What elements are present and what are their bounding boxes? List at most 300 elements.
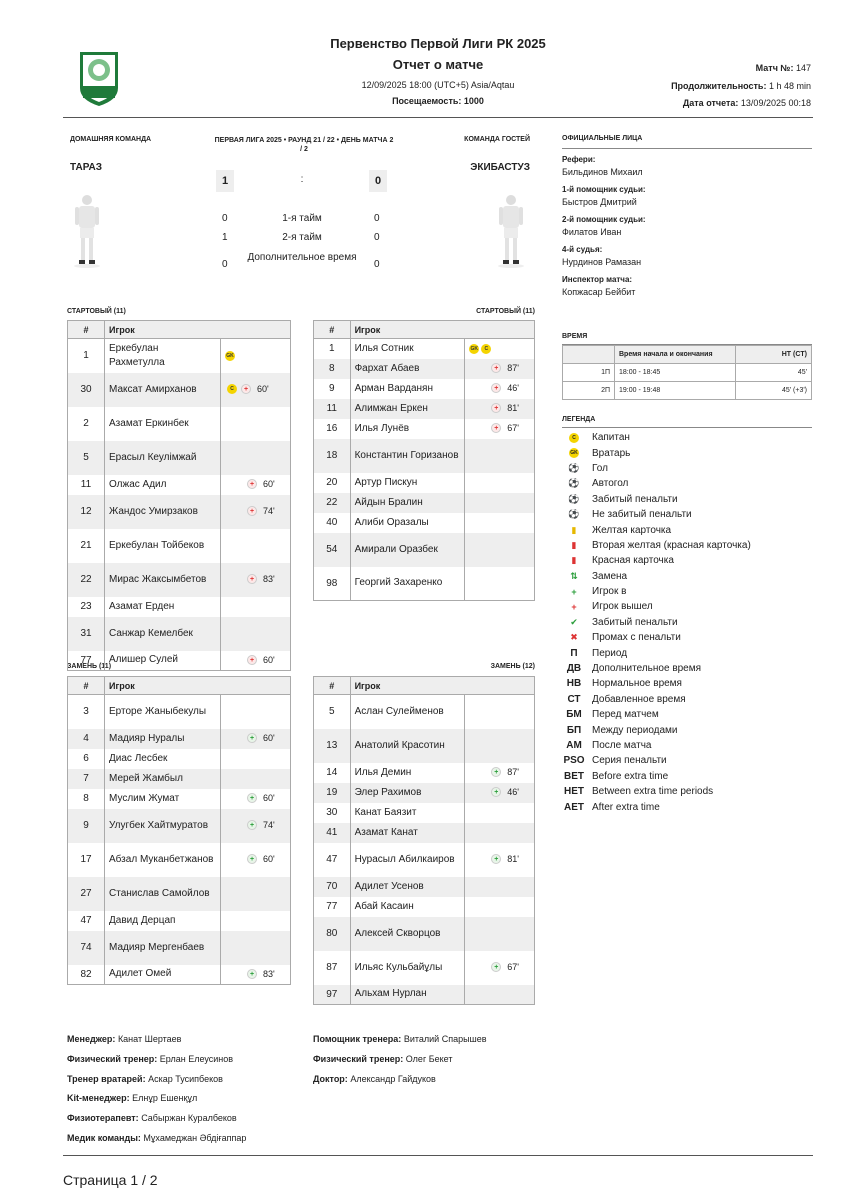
substitution-minute: 74' (263, 506, 275, 517)
player-in-icon: + (491, 962, 501, 972)
official-role: Инспектор матча: (562, 275, 633, 284)
player-name: Илья Демин (350, 763, 465, 783)
player-events (221, 407, 291, 441)
player-out-icon: + (247, 479, 257, 489)
player-events (221, 597, 291, 617)
legend-item (564, 538, 814, 553)
player-name: Давид Дерцап (105, 911, 221, 931)
player-name: Айдын Бралин (350, 493, 465, 513)
substitution-minute: 83' (263, 574, 275, 585)
table-row (68, 441, 291, 475)
substitution-minute: 60' (263, 733, 275, 744)
player-events (465, 379, 535, 399)
player-number: 18 (314, 439, 351, 473)
staff-member (67, 1054, 307, 1074)
legend-list (564, 430, 814, 815)
table-row (314, 783, 535, 803)
away-subs-table (313, 676, 535, 1005)
player-name: Адилет Омей (105, 965, 221, 985)
player-name: Анатолий Красотин (350, 729, 465, 763)
home-subs-label: ЗАМЕНЬ (11) (67, 663, 112, 670)
table-row (68, 809, 291, 843)
player-name: Нурасыл Абилкаиров (350, 843, 465, 877)
player-name: Санжар Кемелбек (105, 617, 221, 651)
table-row (68, 769, 291, 789)
player-name: Артур Пискун (350, 473, 465, 493)
official-role: 1-й помощник судьи: (562, 185, 646, 194)
player-number: 6 (68, 749, 105, 769)
player-events (465, 513, 535, 533)
legend-item (564, 599, 814, 614)
home-starting-table (67, 320, 291, 671)
player-events (465, 763, 535, 783)
table-row (314, 951, 535, 985)
player-events (221, 495, 291, 529)
match-duration: Продолжительность: 1 h 48 min (671, 81, 811, 91)
substitution-minute: 74' (263, 820, 275, 831)
legend-text-icon: HET (564, 786, 584, 798)
player-name: Илья Сотник (350, 339, 465, 359)
player-in-icon: + (491, 767, 501, 777)
league-logo (74, 48, 124, 108)
away-starting-label: СТАРТОВЫЙ (11) (476, 308, 535, 315)
player-name: Алиби Оразалы (350, 513, 465, 533)
player-events (221, 789, 291, 809)
player-events (465, 843, 535, 877)
header-divider (63, 117, 813, 118)
score-separator: : (300, 174, 304, 185)
legend-item (564, 738, 814, 753)
table-row (68, 475, 291, 495)
legend-item (564, 630, 814, 645)
legend-item (564, 522, 814, 537)
period-row-extra: 0 Дополнительное время 0 (222, 252, 380, 270)
page-subtitle: Отчет о матче (392, 57, 484, 72)
player-number: 13 (314, 729, 351, 763)
col-number-header: # (314, 677, 351, 695)
player-name: Мирас Жаксымбетов (105, 563, 221, 597)
legend-label: Капитан (592, 432, 630, 444)
player-number: 1 (314, 339, 351, 359)
table-row (68, 843, 291, 877)
legend-divider (562, 427, 812, 428)
player-number: 70 (314, 877, 351, 897)
table-row (68, 789, 291, 809)
legend-own-goal-icon: ⚽ (568, 478, 580, 489)
period-row-2: 1 2-я тайм 0 (222, 232, 380, 243)
away-staff (313, 1034, 553, 1093)
player-events (221, 339, 291, 373)
legend-label: Между периодами (592, 724, 678, 736)
player-events (221, 529, 291, 563)
substitution-minute: 46' (507, 787, 520, 798)
staff-name: Мұхамеджан Әбдіғаппар (143, 1132, 247, 1143)
player-name: Адилет Усенов (350, 877, 465, 897)
table-row (314, 567, 535, 601)
substitution-minute: 81' (507, 854, 520, 865)
col-number-header: # (68, 321, 105, 339)
col-player-header: Игрок (105, 677, 291, 695)
legend-goal-icon: ⚽ (568, 462, 580, 473)
legend-pen-missed-icon: ⚽ (568, 509, 580, 520)
legend-item (564, 661, 814, 676)
table-row (68, 495, 291, 529)
player-name: Амирали Оразбек (350, 533, 465, 567)
player-events (465, 473, 535, 493)
player-number: 9 (314, 379, 351, 399)
table-row (314, 803, 535, 823)
player-number: 21 (68, 529, 105, 563)
table-row (314, 493, 535, 513)
player-events (465, 877, 535, 897)
legend-label: Before extra time (592, 770, 669, 782)
legend-label: Красная карточка (592, 555, 674, 567)
player-events (465, 951, 535, 985)
table-row (68, 529, 291, 563)
legend-label: Забитый пенальти (592, 616, 678, 628)
table-row (314, 513, 535, 533)
col-number-header: # (314, 321, 351, 339)
table-row (314, 877, 535, 897)
home-staff (67, 1034, 307, 1153)
table-row (314, 897, 535, 917)
player-in-icon: + (491, 854, 501, 864)
col-player-header: Игрок (350, 677, 534, 695)
officials-list (562, 155, 812, 297)
official-name: Бильдинов Михаил (562, 167, 643, 177)
player-number: 11 (314, 399, 351, 419)
player-name: Ерторе Жаныбекулы (105, 695, 221, 729)
player-number: 14 (314, 763, 351, 783)
legend-label: Перед матчем (592, 709, 659, 721)
page-title: Первенство Первой Лиги РК 2025 (330, 36, 546, 51)
player-name: Еркебулан Тойбеков (105, 529, 221, 563)
player-name: Мадияр Мергенбаев (105, 931, 221, 965)
table-row (68, 749, 291, 769)
table-row (68, 407, 291, 441)
legend-text-icon: ДВ (566, 663, 582, 675)
legend-text-icon: АМ (566, 740, 582, 751)
substitution-minute: 87' (507, 767, 520, 778)
time-table (562, 345, 812, 400)
official-name: Нурдинов Рамазан (562, 257, 642, 267)
staff-name: Сабыржан Куралбеков (141, 1113, 237, 1124)
player-name: Мадияр Нуралы (105, 729, 221, 749)
legend-red-icon: ▮ (571, 555, 577, 566)
player-events (221, 695, 291, 729)
legend-label: Нормальное время (592, 678, 682, 690)
player-name: Еркебулан Рахметулла (105, 339, 221, 373)
player-name: Ерасыл Кеулімжай (105, 441, 221, 475)
legend-label: Период (592, 647, 628, 659)
table-row (68, 911, 291, 931)
staff-member (313, 1054, 553, 1074)
staff-name: Олег Бекет (405, 1053, 453, 1064)
player-in-icon: + (247, 969, 257, 979)
legend-label: Замена (592, 570, 628, 582)
player-name: Азамат Канат (350, 823, 465, 843)
away-starting-table (313, 320, 535, 601)
page-number: Страница 1 / 2 (63, 1172, 158, 1188)
player-name: Абзал Муканбетжанов (105, 843, 221, 877)
player-events (465, 399, 535, 419)
player-number: 97 (314, 985, 351, 1005)
table-row (68, 729, 291, 749)
time-col-start: Время начала и окончания (615, 346, 736, 364)
legend-sub-icon: ⇅ (570, 570, 578, 581)
legend-yellow-icon: ▮ (571, 524, 577, 535)
player-name: Улугбек Хайтмуратов (105, 809, 221, 843)
table-row (314, 843, 535, 877)
legend-item (564, 753, 814, 768)
legend-item (564, 569, 814, 584)
legend-label: Дополнительное время (592, 663, 702, 675)
staff-role: Доктор: (313, 1073, 348, 1084)
player-events (465, 729, 535, 763)
player-name: Георгий Захаренко (350, 567, 465, 601)
player-in-icon: + (247, 854, 257, 864)
legend-label: Серия пенальти (592, 755, 667, 767)
legend-in-icon: + (571, 586, 577, 597)
legend-captain-icon: C (569, 433, 579, 443)
staff-role: Тренер вратарей: (67, 1073, 146, 1084)
player-number: 3 (68, 695, 105, 729)
staff-name: Александр Гайдуков (350, 1073, 436, 1084)
table-row (314, 729, 535, 763)
legend-label: Автогол (592, 478, 629, 490)
match-datetime: 12/09/2025 18:00 (UTC+5) Asia/Aqtau (361, 80, 515, 90)
legend-item (564, 476, 814, 491)
legend-text-icon: СТ (567, 693, 581, 705)
legend-item (564, 707, 814, 722)
player-name: Альхам Нурлан (350, 985, 465, 1005)
player-name: Олжас Адил (105, 475, 221, 495)
legend-text-icon: НВ (566, 678, 582, 690)
table-row (314, 439, 535, 473)
legend-label: Between extra time periods (592, 786, 714, 798)
home-kit-icon (72, 193, 102, 269)
staff-name: Аскар Тусипбеков (148, 1073, 223, 1084)
table-row (314, 533, 535, 567)
legend-item (564, 676, 814, 691)
official-role: 2-й помощник судьи: (562, 215, 646, 224)
player-name: Жандос Умирзаков (105, 495, 221, 529)
player-number: 23 (68, 597, 105, 617)
player-out-icon: + (247, 506, 257, 516)
player-number: 41 (314, 823, 351, 843)
table-row (314, 359, 535, 379)
player-number: 2 (68, 407, 105, 441)
player-name: Алишер Сулей (105, 651, 221, 671)
player-in-icon: + (247, 820, 257, 830)
player-events (221, 475, 291, 495)
legend-item (564, 445, 814, 460)
table-row (314, 695, 535, 729)
report-date: Дата отчета: 13/09/2025 00:18 (682, 98, 811, 108)
table-row (314, 473, 535, 493)
player-name: Муслим Жумат (105, 789, 221, 809)
col-number-header: # (68, 677, 105, 695)
player-name: Аслан Сулейменов (350, 695, 465, 729)
home-score: 1 (216, 170, 234, 192)
player-number: 47 (314, 843, 351, 877)
legend-item (564, 799, 814, 814)
legend-item (564, 492, 814, 507)
player-number: 4 (68, 729, 105, 749)
round-info: ПЕРВАЯ ЛИГА 2025 • РАУНД 21 / 22 • ДЕНЬ МАТЧА 2 / 2 (214, 137, 394, 153)
player-out-icon: + (491, 383, 501, 393)
legend-item (564, 692, 814, 707)
player-number: 54 (314, 533, 351, 567)
staff-name: Виталий Спарышев (403, 1034, 487, 1044)
substitution-minute: 60' (263, 854, 275, 865)
player-number: 20 (314, 473, 351, 493)
legend-text-icon: БП (566, 724, 582, 736)
staff-role: Физический тренер: (313, 1053, 404, 1064)
player-number: 87 (314, 951, 351, 985)
away-subs-label: ЗАМЕНЬ (12) (490, 663, 535, 670)
player-out-icon: + (247, 574, 257, 584)
player-events (221, 729, 291, 749)
time-col-ht: HT (CT) (736, 346, 812, 364)
officials-divider (562, 148, 812, 149)
staff-role: Менеджер: (67, 1034, 116, 1044)
home-subs-table (67, 676, 291, 985)
player-in-icon: + (247, 793, 257, 803)
player-number: 19 (314, 783, 351, 803)
player-number: 5 (68, 441, 105, 475)
player-number: 47 (68, 911, 105, 931)
table-row (314, 985, 535, 1005)
staff-role: Физиотерапевт: (67, 1113, 139, 1124)
player-events (465, 493, 535, 513)
player-events (465, 897, 535, 917)
col-player-header: Игрок (105, 321, 291, 339)
away-team-name: ЭКИБАСТУЗ (470, 162, 530, 173)
player-name: Алимжан Еркен (350, 399, 465, 419)
player-name: Мерей Жамбыл (105, 769, 221, 789)
home-team-name: ТАРАЗ (70, 162, 102, 173)
player-in-icon: + (247, 733, 257, 743)
player-events (465, 783, 535, 803)
player-number: 8 (314, 359, 351, 379)
time-row: 1П 18:00 - 18:45 45' (563, 364, 812, 382)
table-row (68, 563, 291, 597)
player-name: Константин Горизанов (350, 439, 465, 473)
footer-divider (63, 1155, 813, 1156)
legend-title: ЛЕГЕНДА (562, 416, 596, 423)
official-name: Быстров Дмитрий (562, 197, 637, 207)
player-number: 30 (314, 803, 351, 823)
time-title: ВРЕМЯ (562, 333, 588, 340)
substitution-minute: 87' (507, 363, 519, 374)
legend-label: Желтая карточка (592, 524, 672, 536)
table-row (314, 339, 535, 359)
substitution-minute: 81' (507, 403, 519, 414)
player-events (465, 985, 535, 1005)
player-events (221, 843, 291, 877)
staff-member (67, 1074, 307, 1094)
player-number: 40 (314, 513, 351, 533)
legend-label: Добавленное время (592, 693, 686, 705)
col-player-header: Игрок (350, 321, 534, 339)
player-name: Арман Варданян (350, 379, 465, 399)
player-name: Ильяс Кульбайұлы (350, 951, 465, 985)
player-number: 77 (314, 897, 351, 917)
legend-text-icon: AET (564, 801, 584, 813)
legend-item (564, 461, 814, 476)
player-out-icon: + (491, 423, 501, 433)
player-events (465, 803, 535, 823)
officials-title: ОФИЦИАЛЬНЫЕ ЛИЦА (562, 135, 643, 142)
player-name: Азамат Ерден (105, 597, 221, 617)
goalkeeper-icon: GK (470, 345, 478, 352)
player-name: Фархат Абаев (350, 359, 465, 379)
substitution-minute: 60' (257, 384, 269, 395)
legend-item (564, 615, 814, 630)
legend-label: Вратарь (592, 447, 631, 459)
legend-label: Вторая желтая (красная карточка) (592, 539, 751, 551)
player-events (465, 533, 535, 567)
staff-member (313, 1074, 553, 1094)
legend-label: Игрок в (592, 586, 627, 598)
table-row (68, 339, 291, 373)
player-events (221, 749, 291, 769)
player-number: 82 (68, 965, 105, 985)
table-row (68, 617, 291, 651)
player-events (465, 567, 535, 601)
player-number: 16 (314, 419, 351, 439)
player-name: Азамат Еркинбек (105, 407, 221, 441)
staff-name: Канат Шертаев (117, 1034, 182, 1044)
player-out-icon: + (247, 655, 257, 665)
table-row (68, 597, 291, 617)
period-row-1: 0 1-я тайм 0 (222, 213, 380, 224)
home-team-label: ДОМАШНЯЯ КОМАНДА (70, 136, 152, 143)
player-events (221, 651, 291, 671)
player-events (221, 441, 291, 475)
table-row (68, 373, 291, 407)
player-number: 22 (314, 493, 351, 513)
match-number: Матч №: 147 (755, 63, 811, 73)
legend-label: Промах с пенальти (592, 632, 681, 644)
official-role: Рефери: (562, 155, 596, 164)
player-number: 5 (314, 695, 351, 729)
player-number: 74 (68, 931, 105, 965)
staff-role: Kit-менеджер: (67, 1093, 130, 1104)
legend-item (564, 507, 814, 522)
player-events (465, 339, 535, 359)
staff-member (313, 1034, 553, 1054)
legend-label: Игрок вышел (592, 601, 653, 613)
legend-tick-icon: ✔ (570, 616, 578, 627)
legend-label: Не забитый пенальти (592, 509, 692, 521)
table-row (314, 763, 535, 783)
legend-out-icon: + (571, 601, 577, 612)
player-name: Максат Амирханов (105, 373, 221, 407)
player-events (465, 917, 535, 951)
legend-item (564, 553, 814, 568)
table-row (68, 965, 291, 985)
player-name: Канат Баязит (350, 803, 465, 823)
legend-second-yellow-icon: ▮ (571, 539, 577, 550)
player-out-icon: + (491, 403, 501, 413)
away-score: 0 (369, 170, 387, 192)
player-events (221, 931, 291, 965)
official-name: Копжасар Бейбит (562, 287, 636, 297)
table-row (314, 419, 535, 439)
legend-label: После матча (592, 740, 652, 751)
